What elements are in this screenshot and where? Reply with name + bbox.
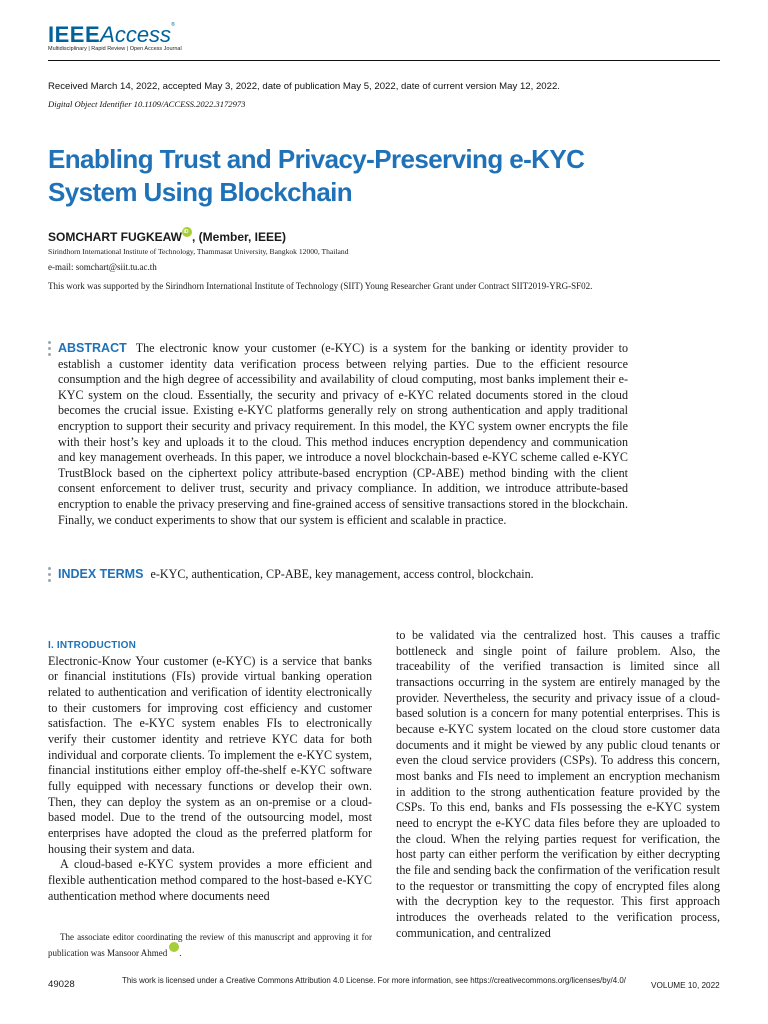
orcid-icon[interactable] — [169, 942, 179, 952]
page-number: 49028 — [48, 979, 75, 990]
logo-tagline: Multidisciplinary | Rapid Review | Open Access Journal — [48, 46, 182, 52]
affiliation: Sirindhorn International Institute of Technology, Thammasat University, Bangkok 12000, Thailand — [48, 247, 349, 256]
abstract-text: The electronic know your customer (e-KYC) is a system for the banking or identity provider to establish a customer identity data verification process between relying parties. Due to the efficient resource consumption and the high degree of accessibility and availability of cloud computing, most banks implement their e-KYC system on the cloud. Essentially, the security and privacy of e-KYC related documents stored in the cloud becomes the crucial issue. Existing e-KYC platforms generally rely on strong authentication and apply traditional encryption to support their security and privacy requirement. In this model, the KYC system owner encrypts the file with their host’s key and uploads it to the cloud. This method induces encryption dependency and communication and key management overheads. In this paper, we introduce a novel blockchain-based e-KYC scheme called e-KYC TrustBlock based on the ciphertext policy attribute-based encryption (CP-ABE) method binding with the client consent enforcement to deliver trust, security and privacy compliance. In addition, we introduce attribute-based encryption to enable the privacy preserving and fine-grained access of sensitive transactions stored in the blockchain. Finally, we conduct experiments to show that our system is efficient and scalable in practice. — [58, 341, 628, 527]
editor-footnote — [48, 929, 372, 961]
abstract-marker-icon — [48, 341, 51, 359]
left-column — [48, 638, 372, 904]
author-line — [48, 230, 286, 244]
orcid-icon[interactable] — [182, 227, 192, 237]
header-divider — [48, 60, 720, 61]
intro-paragraph-2: A cloud-based e-KYC system provides a more efficient and flexible authentication method compared to the host-based e-KYC authentication method where documents need — [48, 857, 372, 903]
intro-paragraph-1: Electronic-Know Your customer (e-KYC) is a service that banks or financial institutions (FIs) provide virtual banking operation related to authentication and verification of identity electronically to their customers for improving cost efficiency and customer satisfaction. The e-KYC system enables FIs to electronically verify their customer identity and retrieve KYC data for both individual and corporate clients. To implement the e-KYC system, financial institutions either employ off-the-shelf e-KYC software fully equipped with necessary functions or develop their own. Then, they can deploy the system as an on-premise or a cloud-based model. Due to the trend of the outsourcing model, most enterprises have adopted the cloud as the preferred platform for housing their system and data. — [48, 653, 372, 856]
logo-access: Access — [100, 22, 172, 47]
doi-line[interactable]: Digital Object Identifier 10.1109/ACCESS.2022.3172973 — [48, 99, 246, 109]
title-line-1: Enabling Trust and Privacy-Preserving e-KYC — [48, 144, 585, 174]
index-terms — [58, 567, 534, 582]
abstract — [58, 341, 628, 528]
received-dates: Received March 14, 2022, accepted May 3, 2022, date of publication May 5, 2022, date of current version May 12, 2022. — [48, 81, 560, 92]
abstract-label: ABSTRACT — [58, 341, 127, 355]
right-column-paragraph: to be validated via the centralized host. This causes a traffic bottleneck and single point of failure problem. Also, the traceability of the verified transaction is limited since all transactions occurring in the system are entirely managed by the provider. Nevertheless, the security and privacy issue of a cloud-based solution is a concern for many potential enterprises. This is because e-KYC system located on the cloud store customer data documents and it might be viewed by any public cloud tenants or even the cloud service providers (CSPs). To address this concern, most banks and FIs need to implement an encryption mechanism in addition to the strong authentication feature provided by the CSPs. To this end, banks and FIs possessing the e-KYC system need to encrypt the e-KYC data files before they are uploaded to the cloud. When the relying parties request for verification, the host party can either perform the verification by either decrypting the file and sending back the confirmation of the verification result to the requestor or transmitting the copy of encrypted files along with the decryption key to the requestor. This first approach introduces the overheads related to the verification process, communication, and centralized — [396, 628, 720, 940]
index-terms-label: INDEX TERMS — [58, 567, 144, 581]
paper-title — [48, 143, 688, 209]
license-notice[interactable]: This work is licensed under a Creative Commons Attribution 4.0 License. For more information, see https://creativecommons.org/licenses/by/4.0/ — [122, 976, 626, 985]
logo-ieee: IEEE — [48, 22, 101, 47]
index-terms-text: e-KYC, authentication, CP-ABE, key management, access control, blockchain. — [150, 567, 534, 581]
author-name: SOMCHART FUGKEAW — [48, 230, 182, 244]
funding-note: This work was supported by the Sirindhorn International Institute of Technology (SIIT) Young Researcher Grant under Contract SIIT2019-YRG-SF02. — [48, 281, 593, 291]
right-column — [396, 628, 720, 941]
title-line-2: System Using Blockchain — [48, 177, 353, 207]
author-email[interactable]: e-mail: somchart@siit.tu.ac.th — [48, 262, 157, 272]
journal-logo: IEEEAccess® Multidisciplinary | Rapid Review | Open Access Journal — [48, 22, 208, 56]
section-heading-introduction: I. INTRODUCTION — [48, 640, 136, 651]
author-membership: , (Member, IEEE) — [192, 230, 287, 244]
volume-label: VOLUME 10, 2022 — [651, 981, 720, 990]
index-terms-marker-icon — [48, 567, 51, 585]
footnote-text: The associate editor coordinating the review of this manuscript and approving it for publication was Mansoor Ahmed — [48, 932, 372, 958]
